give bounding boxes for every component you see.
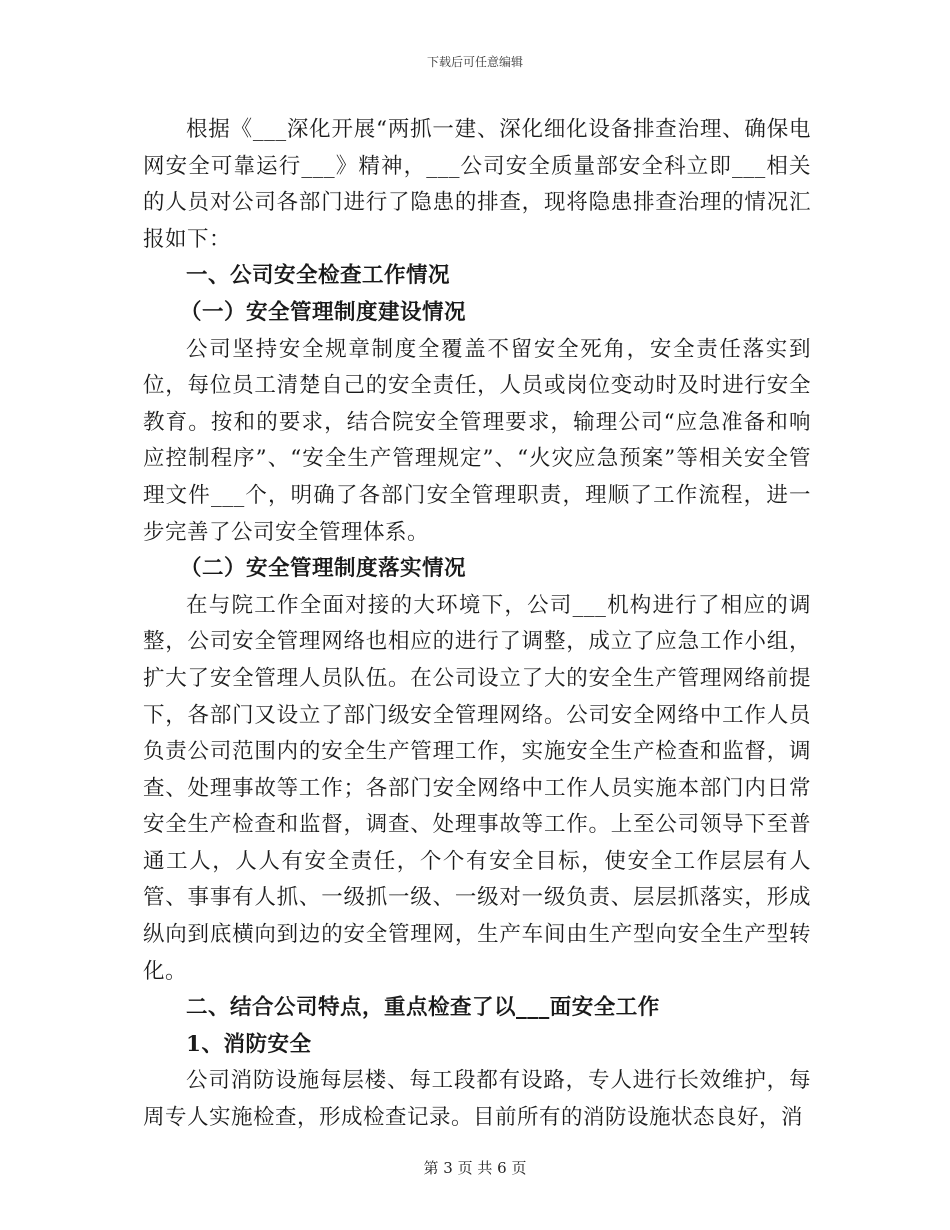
subsection-1-heading: （一）安全管理制度建设情况 [180, 299, 467, 325]
subsection-1-paragraph: 公司坚持安全规章制度全覆盖不留安全死角，安全责任落实到位，每位员工清楚自己的安全责任，人员或岗位变动时及时进行安全教育。按和的要求，结合院安全管理要求，输理公司“应急准备和响应控制程序”、“安全生产管理规定”、“火灾应急预案”等相关安全管理文件___个，明确了各部门安全管理职责，理顺了工作流程，进一步完善了公司安全管理体系。 [143, 336, 811, 545]
item-1-paragraph: 公司消防设施每层楼、每工段都有设路，专人进行长效维护，每周专人实施检查，形成检查记录。目前所有的消防设施状态良好，消 [143, 1068, 811, 1131]
section-1-heading: 一、公司安全检查工作情况 [186, 263, 451, 289]
page-header: 下载后可任意编辑 [426, 55, 523, 69]
section-2-heading: 二、结合公司特点，重点检查了以___面安全工作 [186, 995, 660, 1021]
intro-paragraph: 根据《___深化开展“两抓一建、深化细化设备排查治理、确保电网安全可靠运行___》精神，___公司安全质量部安全科立即___相关的人员对公司各部门进行了隐患的排查，现将隐患排查治理的情况汇报如下： [143, 117, 811, 252]
item-1-heading: 1、消防安全 [186, 1031, 312, 1057]
document-body [143, 112, 811, 1137]
subsection-2-heading: （二）安全管理制度落实情况 [180, 556, 467, 582]
subsection-2-paragraph: 在与院工作全面对接的大环境下，公司___机构进行了相应的调整，公司安全管理网络也相应的进行了调整，成立了应急工作小组，扩大了安全管理人员队伍。在公司设立了大的安全生产管理网络前提下，各部门又设立了部门级安全管理网络。公司安全网络中工作人员负责公司范围内的安全生产管理工作，实施安全生产检查和监督，调查、处理事故等工作；各部门安全网络中工作人员实施本部门内日常安全生产检查和监督，调查、处理事故等工作。上至公司领导下至普通工人，人人有安全责任，个个有安全目标，使安全工作层层有人管、事事有人抓、一级抓一级、一级对一级负责、层层抓落实，形成纵向到底横向到边的安全管理网，生产车间由生产型向安全生产型转化。 [143, 592, 811, 984]
page-footer: 第 3 页 共 6 页 [423, 1159, 527, 1177]
